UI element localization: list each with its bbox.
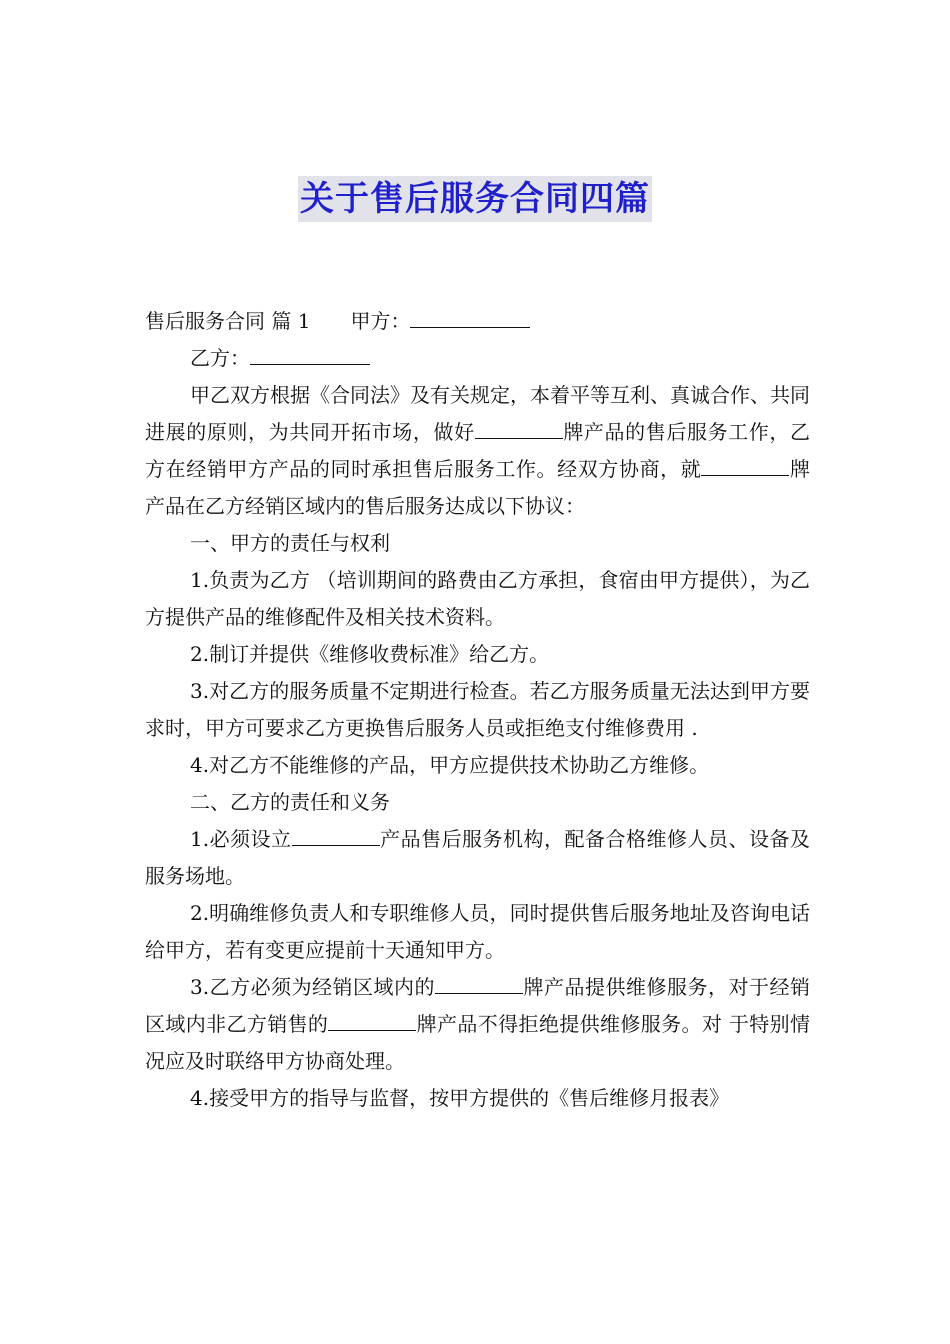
section-1-item-2: 2.制订并提供《维修收费标准》给乙方。 <box>190 642 550 666</box>
party-b-label: 乙方： <box>190 346 250 370</box>
section-1-item-1: 1.负责为乙方 （培训期间的路费由乙方承担，食宿由甲方提供），为乙方提供产品的维修配件及相关技术资料。 <box>145 568 810 629</box>
intro-paragraph <box>145 377 810 525</box>
contract-header-line <box>145 303 810 340</box>
section-1-item-4: 4.对乙方不能维修的产品，甲方应提供技术协助乙方维修。 <box>190 753 710 777</box>
section-2-heading: 二、乙方的责任和义务 <box>190 790 390 814</box>
brand-blank-2 <box>701 455 789 476</box>
document-title: 关于售后服务合同四篇 <box>298 176 652 222</box>
section-2-item-3-part-c: 牌产品不得拒绝提供维修服务。对 于特别情况应及时联络甲方协商处理。 <box>145 1012 811 1073</box>
section-2-item-3 <box>145 969 810 1080</box>
section-2-item-2: 2.明确维修负责人和专职维修人员，同时提供售后服务地址及咨询电话给甲方，若有变更应提前十天通知甲方。 <box>145 901 810 962</box>
intro-part-3: 牌产品在乙方经销区域内的售后服务达成以下协议： <box>145 457 811 518</box>
document-body <box>145 303 810 1117</box>
section-2-item-3-part-a: 3.乙方必须为经销区域内的 <box>190 975 436 999</box>
party-b-blank <box>250 344 370 365</box>
intro-part-2: 牌产品的售后服务工作，乙方在经销甲方产品的同时承担售后服务工作。经双方协商，就 <box>145 420 811 481</box>
brand-blank-1 <box>475 418 563 439</box>
intro-part-1: 甲乙双方根据《合同法》及有关规定，本着平等互利、真诚合作、共同进展的原则，为共同开拓市场，做好 <box>145 383 810 444</box>
brand-blank-4 <box>328 1010 416 1031</box>
section-2-item-1-part-b: 产品售后服务机构，配备合格维修人员、设备及服务场地。 <box>145 827 811 888</box>
party-b-line <box>145 340 810 377</box>
section-2-item-1-part-a: 1.必须设立 <box>190 827 292 851</box>
brand-blank-3 <box>435 973 523 994</box>
section-2-item-1 <box>145 821 810 895</box>
contract-label: 售后服务合同 篇 1 <box>145 309 311 333</box>
section-2-item-4: 4.接受甲方的指导与监督，按甲方提供的《售后维修月报表》 <box>190 1086 730 1110</box>
party-a-label: 甲方： <box>350 309 411 333</box>
section-1-heading: 一、甲方的责任与权利 <box>190 531 390 555</box>
title-container <box>0 176 950 222</box>
party-a-blank <box>410 307 530 328</box>
organization-blank <box>292 825 380 846</box>
section-1-item-3: 3.对乙方的服务质量不定期进行检查。若乙方服务质量无法达到甲方要求时，甲方可要求乙方更换售后服务人员或拒绝支付维修费用 . <box>145 679 810 740</box>
section-2-item-3-part-b: 牌产品提供维修服务，对于经销区域内非乙方销售的 <box>145 975 810 1036</box>
